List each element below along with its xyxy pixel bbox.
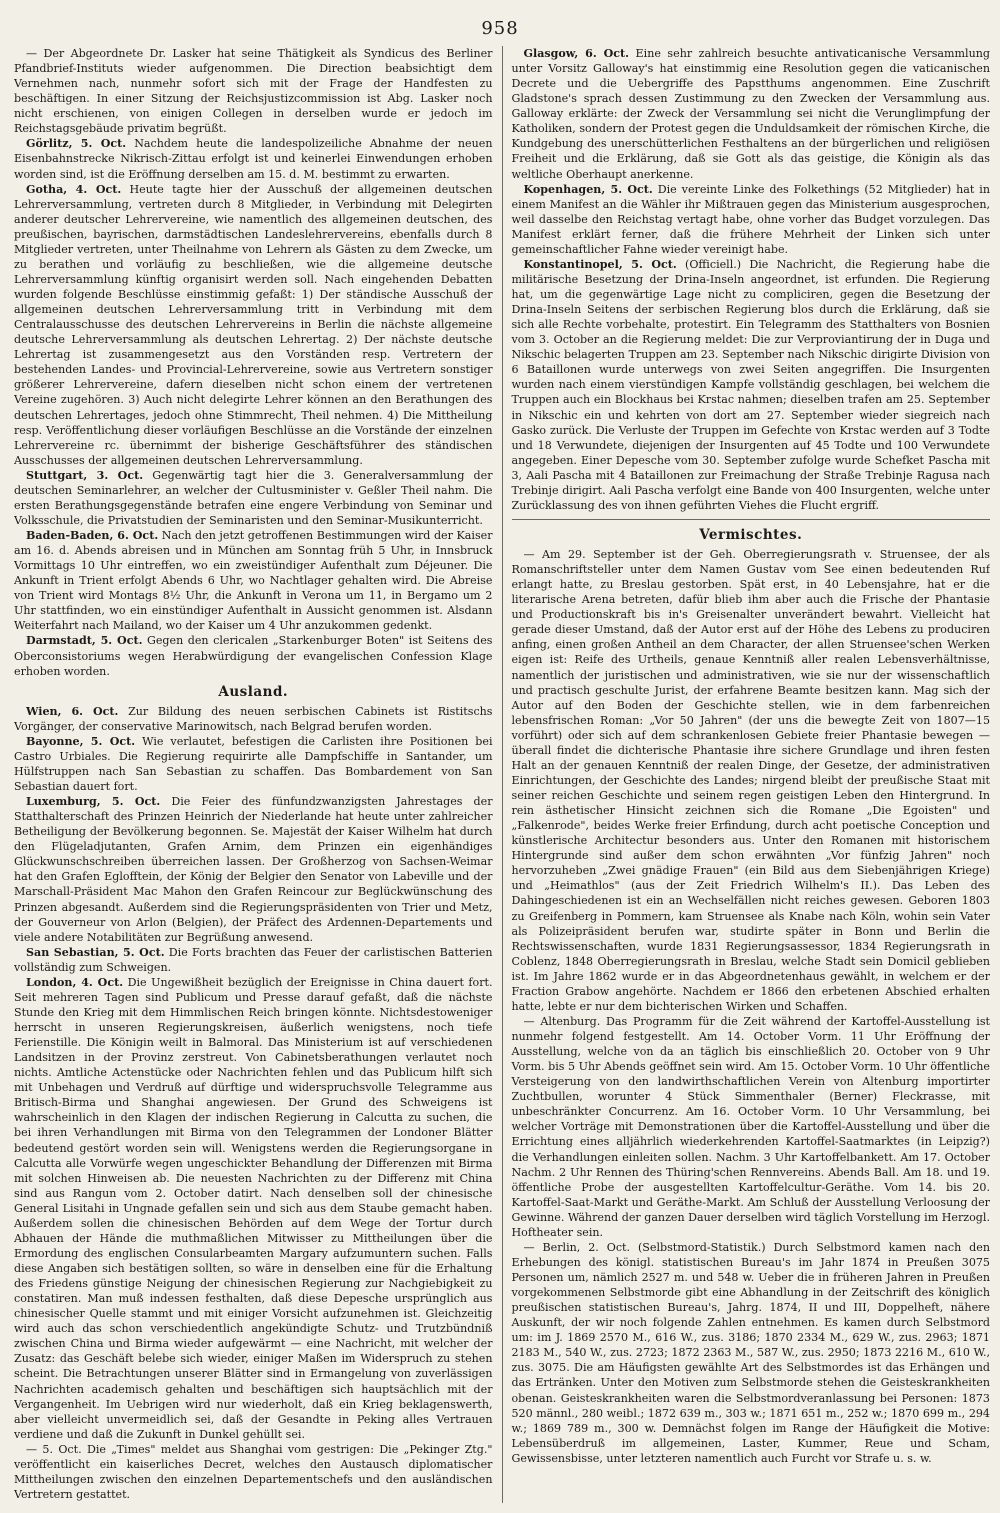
article-paragraph: [14, 975, 493, 1442]
dateline: Gotha, 4. Oct.: [26, 182, 122, 196]
dateline: Bayonne, 5. Oct.: [26, 734, 136, 748]
article-paragraph: [512, 547, 991, 1014]
article-paragraph: [14, 1442, 493, 1502]
column-container: [14, 46, 990, 1503]
article-paragraph: [512, 46, 991, 182]
article-text: Wie verlautet, befestigen die Carlisten ihre Positionen bei Castro Urbiales. Die Regierung requirirte alle Dampfschiffe in Santander, um Hülfstruppen nach San Sebastian zu schaffen. Das Bombardement von San Sebastian dauert fort.: [14, 734, 493, 793]
dateline: Darmstadt, 5. Oct.: [26, 634, 143, 648]
article-text: — Am 29. September ist der Geh. Oberregierungsrath v. Struensee, der als Romanschriftsteller unter dem Namen Gustav vom See einen bedeutenden Ruf erlangt hatte, zu Breslau gestorben. Spät erst, in 40 Lebensjahre, hat er die literarische Arena betreten, dafür blieb ihm aber auch die Frische der Phantasie und Productionskraft bis in's Greisenalter unverändert bewahrt. Vielleicht hat gerade dieser Umstand, daß der Autor erst auf der Höhe des Lebens zu produciren anfing, einen großen Antheil an dem Character, der allen Struensee'schen Werken eigen ist: Reife des Urtheils, genaue Kenntniß aller realen Lebensverhältnisse, namentlich der juristischen und administrativen, wie sie nur der wissenschaftlich und practisch geschulte Jurist, der erfahrene Beamte besitzen kann. Mag sich der Autor auf den Boden der Geschichte stellen, wie in dem farbenreichen lebensfrischen Roman: „Vor 50 Jahren" (der uns die bewegte Zeit von 1807—15 vorführt) oder sich auf dem schrankenlosen Gebiete freier Phantasie bewegen — überall findet die dichterische Phantasie ihre sichere Grundlage und ihren festen Halt an der genauen Kenntniß der realen Dinge, der Gesetze, der administrativen Einrichtungen, der Geschichte des Landes; nirgend bleibt der preußische Staat mit seiner reichen Geschichte und seinem regen geistigen Leben den Hintergrund. In rein ästhetischer Hinsicht zeichnen sich die Romane „Die Egoisten" und „Falkenrode", beides Werke freier Erfindung, durch acht poetische Conception und künstlerische Architectur besonders aus. Unter den Romanen mit historischem Hintergrunde sind außer dem schon erwähnten „Vor fünfzig Jahren" noch hervorzuheben „Zwei gnädige Frauen" (ein Bild aus dem Siebenjährigen Kriege) und „Heimathlos" (aus der Zeit Friedrich Wilhelm's II.). Das Leben des Dahingeschiedenen ist ein an Wechselfällen nicht reiches gewesen. Geboren 1803 zu Greifenberg in Pommern, kam Struensee als Knabe nach Köln, wohin sein Vater als Polizeipräsident berufen war, studirte später in Bonn und Berlin die Rechtswissenschaften, wurde 1831 Regierungsassessor, 1834 Regierungsrath in Coblenz, 1848 Oberregierungsrath in Breslau, welche Stadt sein Domicil geblieben ist. Im Jahre 1862 wurde er in das Abgeordnetenhaus gewählt, in welchem er der Fraction Grabow angehörte. Nachdem er 1866 den erbetenen Abschied erhalten hatte, lebte er nur dem bichterischen Wirken und Schaffen.: [511, 548, 990, 1013]
article-text: — Der Abgeordnete Dr. Lasker hat seine Thätigkeit als Syndicus des Berliner Pfandbrief-Instituts wieder aufgenommen. Die Direction beabsichtigt dem Vernehmen nach, nunmehr sofort sich mit der Frage der Handfesten zu beschäftigen. In einer Sitzung der Reichsjustizcommission ist Abg. Lasker noch nicht erschienen, von einigen Collegen in derselben wurde er jedoch im Reichstagsgebäude privatim begrüßt.: [14, 47, 493, 136]
dateline: London, 4. Oct.: [26, 975, 124, 989]
article-text: Heute tagte hier der Ausschuß der allgemeinen deutschen Lehrerversammlung, vertreten durch 8 Mitglieder, in Verbindung mit Delegirten anderer deutscher Lehrervereine, wie namentlich des allgemeinen deutschen, des preußischen, bayrischen, darmstädtischen Landeslehrervereins, ebenfalls durch 8 Mitglieder vertreten, unter Theilnahme von Lehrern als Gästen zu dem Zwecke, um zu berathen und vorläufig zu beschließen, wie die allgemeine deutsche Lehrerversammlung künftig organisirt werden soll. Nach eingehenden Debatten wurden folgende Beschlüsse einstimmig gefaßt: 1) Der ständische Ausschuß der allgemeinen deutschen Lehrerversammlung tritt in Verbindung mit dem Centralausschusse des deutschen Lehrervereins in Berlin die nächste allgemeine deutsche Lehrerversammlung als deutschen Lehrertag. 2) Der nächste deutsche Lehrertag ist zusammengesetzt aus den Vorständen resp. Vertretern der bestehenden Landes- und Provincial-Lehrervereine, sowie aus Vertretern sonstiger größerer Lehrervereine, dafern dieselben nicht schon einem der vertretenen Vereine zugehören. 3) Auch nicht delegirte Lehrer können an den Berathungen des deutschen Lehrertages, jedoch ohne Stimmrecht, Theil nehmen. 4) Die Mittheilung resp. Veröffentlichung dieser vorläufigen Beschlüsse an die Vorstände der einzelnen Lehrervereine rc. übernimmt der bisherige Geschäftsführer des ständischen Ausschusses der allgemeinen deutschen Lehrerversammlung.: [14, 182, 493, 467]
article-paragraph: [14, 734, 493, 794]
section-rule: [512, 519, 991, 522]
article-paragraph: [512, 1014, 991, 1240]
article-paragraph: [14, 945, 493, 975]
article-text: Die vereinte Linke des Folkethings (52 Mitglieder) hat in einem Manifest an die Wähler ihr Mißtrauen gegen das Ministerium ausgesprochen, weil dasselbe den Reichstag vertagt habe, ohne vorher das Budget vorzulegen. Das Manifest erklärt ferner, daß die frühere Mehrheit der Linken sich unter gemeinschaftlicher Fahne wieder vereinigt habe.: [511, 182, 990, 256]
article-paragraph: [14, 468, 493, 528]
article-text: Nachdem heute die landespolizeiliche Abnahme der neuen Eisenbahnstrecke Nikrisch-Zittau erfolgt ist und keinerlei Einwendungen erhoben worden sind, ist die Eröffnung derselben am 15. d. M. bestimmt zu erwarten.: [14, 137, 493, 181]
article-text: Nach den jetzt getroffenen Bestimmungen wird der Kaiser am 16. d. Abends abreisen und in München am Sonntag früh 5 Uhr, in Innsbruck Vormittags 10 Uhr eintreffen, wo ein zweistündiger Aufenthalt zum Déjeuner. Die Ankunft in Trient erfolgt Abends 6 Uhr, wo Nachtlager gehalten wird. Die Abreise von Trient wird Montags 8½ Uhr, die Ankunft in Verona um 11, in Bergamo um 2 Uhr stattfinden, wo ein einstündiger Aufenthalt in Aussicht genommen ist. Alsdann Weiterfahrt nach Mailand, wo der Kaiser um 4 Uhr anzukommen gedenkt.: [14, 529, 493, 633]
article-paragraph: [14, 704, 493, 734]
article-paragraph: [14, 633, 493, 678]
article-paragraph: [512, 182, 991, 257]
article-text: Gegenwärtig tagt hier die 3. Generalversammlung der deutschen Seminarlehrer, an welcher der Cultusminister v. Geßler Theil nahm. Die ersten Berathungsgegenstände betrafen eine engere Verbindung von Seminar und Volksschule, die Privatstudien der Seminaristen und den Seminar-Musikunterricht.: [14, 468, 493, 527]
article-text: Die Feier des fünfundzwanzigsten Jahrestages der Statthalterschaft des Prinzen Heinrich der Niederlande hat heute unter zahlreicher Betheiligung der Bevölkerung begonnen. Se. Majestät der Kaiser Wilhelm hat durch den Flügeladjutanten, Grafen Arnim, dem Prinzen ein eigenhändiges Glückwunschschreiben überreichen lassen. Der Großherzog von Sachsen-Weimar hat den Grafen Eglofftein, der König der Belgier den Senator von Labeville und der Marschall-Präsident Mac Mahon den Grafen Reincour zur Beglückwünschung des Prinzen abgesandt. Außerdem sind die Regierungspräsidenten von Trier und Metz, der Gouverneur von Arlon (Belgien), der Präfect des Ardennen-Departements und viele andere Notabilitäten zur Begrüßung anwesend.: [14, 795, 493, 944]
article-text: Gegen den clericalen „Starkenburger Boten" ist Seitens des Oberconsistoriums wegen Herabwürdigung der evangelischen Confession Klage erhoben worden.: [14, 634, 493, 678]
article-paragraph: [14, 136, 493, 181]
article-text: (Officiell.) Die Nachricht, die Regierung habe die militärische Besetzung der Drina-Inseln angeordnet, ist erfunden. Die Regierung hat, um die gegenwärtige Lage nicht zu compliciren, gegen die Besetzung der Drina-Inseln Seitens der serbischen Regierung blos durch die Erklärung, daß sie sich alle Rechte vorbehalte, protestirt. Ein Telegramm des Statthalters von Bosnien vom 3. October an die Regierung meldet: Die zur Verproviantirung der in Duga und Nikschic belagerten Truppen am 23. September nach Nikschic dirigirte Division von 6 Bataillonen wurde unterwegs von zwei Seiten angegriffen. Die Insurgenten wurden nach einem vierstündigen Kampfe vollständig geschlagen, bei welchem die Truppen auch ein Blockhaus bei Krstac nahmen; dieselben trafen am 25. September in Nikschic ein und kehrten von dort am 27. September wieder siegreich nach Gasko zurück. Die Verluste der Truppen im Gefechte von Krstac werden auf 3 Todte und 18 Verwundete, diejenigen der Insurgenten auf 45 Todte und 100 Verwundete angegeben. Einer Depesche vom 30. September zufolge wurde Schefket Pascha mit 3, Aali Pascha mit 4 Bataillonen zur Freimachung der Straße Trebinje Ragusa nach Trebinje dirigirt. Aali Pascha verfolgt eine Bande von 400 Insurgenten, welche unter Zurücklassung des von ihnen geführten Viehes die Flucht ergriff.: [511, 257, 990, 512]
article-text: Zur Bildung des neuen serbischen Cabinets ist Ristitschs Vorgänger, der conservative Marinowitsch, nach Belgrad berufen worden.: [14, 704, 493, 733]
article-text: — Altenburg. Das Programm für die Zeit während der Kartoffel-Ausstellung ist nunmehr folgend festgestellt. Am 14. October Vorm. 11 Uhr Eröffnung der Ausstellung, welche von da an täglich bis einschließlich 20. October von 9 Uhr Vorm. bis 5 Uhr Abends geöffnet sein wird. Am 15. October Vorm. 10 Uhr öffentliche Versteigerung von den landwirthschaftlichen Verein von Altenburg importirter Zuchtbullen, worunter 4 Stück Simmenthaler (Berner) Fleckrasse, mit unbeschränkter Concurrenz. Am 16. October Vorm. 10 Uhr Versammlung, bei welcher Vorträge mit Demonstrationen über die Kartoffel-Ausstellung und über die Errichtung eines alljährlich wiederkehrenden Kartoffel-Saatmarktes (in Leipzig?) die Verhandlungen einleiten sollen. Nachm. 3 Uhr Kartoffelbankett. Am 17. October Nachm. 2 Uhr Rennen des Thüring'schen Rennvereins. Abends Ball. Am 18. und 19. öffentliche Probe der ausgestellten Kartoffelcultur-Geräthe. Vom 14. bis 20. Kartoffel-Saat-Markt und Geräthe-Markt. Am Schluß der Ausstellung Verloosung der Gewinne. Während der ganzen Dauer derselben wird täglich Vorstellung im Herzogl. Hoftheater sein.: [511, 1014, 990, 1239]
article-text: — Berlin, 2. Oct. (Selbstmord-Statistik.) Durch Selbstmord kamen nach den Erhebungen des königl. statistischen Bureau's im Jahr 1874 in Preußen 3075 Personen um, nämlich 2527 m. und 548 w. Ueber die in früheren Jahren in Preußen vorgekommenen Selbstmorde gibt eine Abhandlung in der Zeitschrift des königlich preußischen statistischen Bureau's, Jahrg. 1874, II und III, Doppelheft, nähere Auskunft, der wir noch folgende Zahlen entnehmen. Es kamen durch Selbstmord um: im J. 1869 2570 M., 616 W., zus. 3186; 1870 2334 M., 629 W., zus. 2963; 1871 2183 M., 540 W., zus. 2723; 1872 2363 M., 587 W., zus. 2950; 1873 2216 M., 610 W., zus. 3075. Die am Häufigsten gewählte Art des Selbstmordes ist das Erhängen und das Ertränken. Unter den Motiven zum Selbstmorde stehen die Geisteskrankheiten obenan. Geisteskrankheiten waren die Selbstmordveranlassung bei Personen: 1873 520 männl., 280 weibl.; 1872 639 m., 303 w.; 1871 651 m., 252 w.; 1870 699 m., 294 w.; 1869 789 m., 300 w. Demnächst folgen im Range der Häufigkeit die Motive: Lebensüberdruß im allgemeinen, Laster, Kummer, Reue und Scham, Gewissensbisse, unter letzteren namentlich auch Furcht vor Strafe u. s. w.: [511, 1240, 990, 1465]
dateline: Konstantinopel, 5. Oct.: [523, 257, 677, 271]
article-text: Die Ungewißheit bezüglich der Ereignisse in China dauert fort. Seit mehreren Tagen sind Publicum und Presse darauf gefaßt, daß die nächste Stunde den Krieg mit dem Himmlischen Reich bringen könnte. Nichtsdestoweniger herrscht in unseren Regierungskreisen, äußerlich wenigstens, noch tiefe Ferienstille. Die Königin weilt in Balmoral. Das Ministerium ist auf verschiedenen Landsitzen in der Provinz zerstreut. Von Cabinetsberathungen verlautet noch nichts. Amtliche Actenstücke oder Nachrichten fehlen und das Publicum hilft sich mit Unbehagen und Verdruß auf dürftige und widerspruchsvolle Telegramme aus Britisch-Birma und Shanghai angewiesen. Der Grund des Schweigens ist wahrscheinlich in den Klagen der indischen Regierung in Calcutta zu suchen, die bei ihren Verhandlungen mit Birma von den Telegrammen der Londoner Blätter bedeutend gestört worden sein will. Wenigstens werden die Regierungsorgane in Calcutta alle Vorwürfe wegen ungeschickter Behandlung der Differenzen mit Birma mit solchen Hinweisen ab. Die neuesten Nachrichten zu der Differenz mit China sind aus Rangun vom 2. October datirt. Nach denselben soll der chinesische General Lisitahi in Ungnade gefallen sein und sich aus dem Staube gemacht haben. Außerdem sollen die chinesischen Behörden auf dem Wege der Tortur durch Abhauen der Hände die muthmaßlichen Mitwisser zu Mittheilungen über die Ermordung des englischen Consularbeamten Margary aufzumuntern suchen. Falls diese Angaben sich bestätigen sollten, so wäre in denselben eine für die Erhaltung des Friedens günstige Neigung der chinesischen Regierung zur Nachgiebigkeit zu constatiren. Man muß indessen festhalten, daß diese Depesche ursprünglich aus chinesischer Quelle stammt und mit einiger Vorsicht aufzunehmen ist. Gleichzeitig wird auch das schon verschiedentlich angekündigte Schutz- und Trutzbündniß zwischen China und Birma wieder aufgewärmt — eine Nachricht, mit welcher der Zusatz: das Geschäft belebe sich wieder, einiger Maßen im Widerspruch zu stehen scheint. Die Betrachtungen unserer Blätter sind in Ermangelung von zuverlässigen Nachrichten academisch gehalten und beschäftigen sich hauptsächlich mit der Vergangenheit. Im Uebrigen wird nur wiederholt, daß ein Krieg beklagenswerth, aber vielleicht unvermeidlich sei, daß der Gesandte in Peking alles Vertrauen verdiene und daß die Zukunft in Dunkel gehüllt sei.: [14, 975, 493, 1441]
section-heading: Ausland.: [218, 683, 289, 700]
article-paragraph: [14, 794, 493, 945]
dateline: Kopenhagen, 5. Oct.: [523, 182, 653, 196]
dateline: Stuttgart, 3. Oct.: [26, 468, 144, 482]
article-text: Die Forts brachten das Feuer der carlistischen Batterien vollständig zum Schweigen.: [14, 945, 493, 974]
dateline: Glasgow, 6. Oct.: [523, 47, 630, 60]
dateline: Görlitz, 5. Oct.: [26, 137, 127, 151]
article-text: — 5. Oct. Die „Times" meldet aus Shanghai vom gestrigen: Die „Pekinger Ztg." veröffentlicht ein kaiserliches Decret, welches den Austausch diplomatischer Mittheilungen zwischen den einzelnen Departementschefs und den ausländischen Vertretern gestattet.: [14, 1442, 493, 1501]
dateline: Luxemburg, 5. Oct.: [26, 795, 161, 809]
article-text: Eine sehr zahlreich besuchte antivaticanische Versammlung unter Vorsitz Galloway's hat einstimmig eine Resolution gegen die vaticanischen Decrete und die Uebergriffe des Papstthums angenommen. Eine Zuschrift Gladstone's sprach dessen Zustimmung zu den Zwecken der Versammlung aus. Galloway erklärte: der Zweck der Versammlung sei nicht die Verunglimpfung der Katholiken, sondern der Protest gegen die Unduldsamkeit der römischen Kirche, die Kundgebung des unerschütterlichen Festhaltens an der bürgerlichen und religiösen Freiheit und die Erklärung, daß sie Gott als das geistige, die Königin als das weltliche Oberhaupt anerkenne.: [511, 47, 990, 181]
article-paragraph: [14, 46, 493, 136]
right-column: [503, 46, 991, 1503]
dateline: San Sebastian, 5. Oct.: [26, 945, 165, 959]
article-paragraph: [512, 1240, 991, 1466]
article-paragraph: [14, 182, 493, 468]
dateline: Baden-Baden, 6. Oct.: [26, 529, 159, 542]
page-number: 958: [481, 18, 519, 39]
left-column: [14, 46, 502, 1503]
section-heading: Vermischtes.: [699, 526, 803, 543]
article-paragraph: [512, 257, 991, 513]
article-paragraph: [14, 528, 493, 633]
dateline: Wien, 6. Oct.: [26, 704, 119, 718]
